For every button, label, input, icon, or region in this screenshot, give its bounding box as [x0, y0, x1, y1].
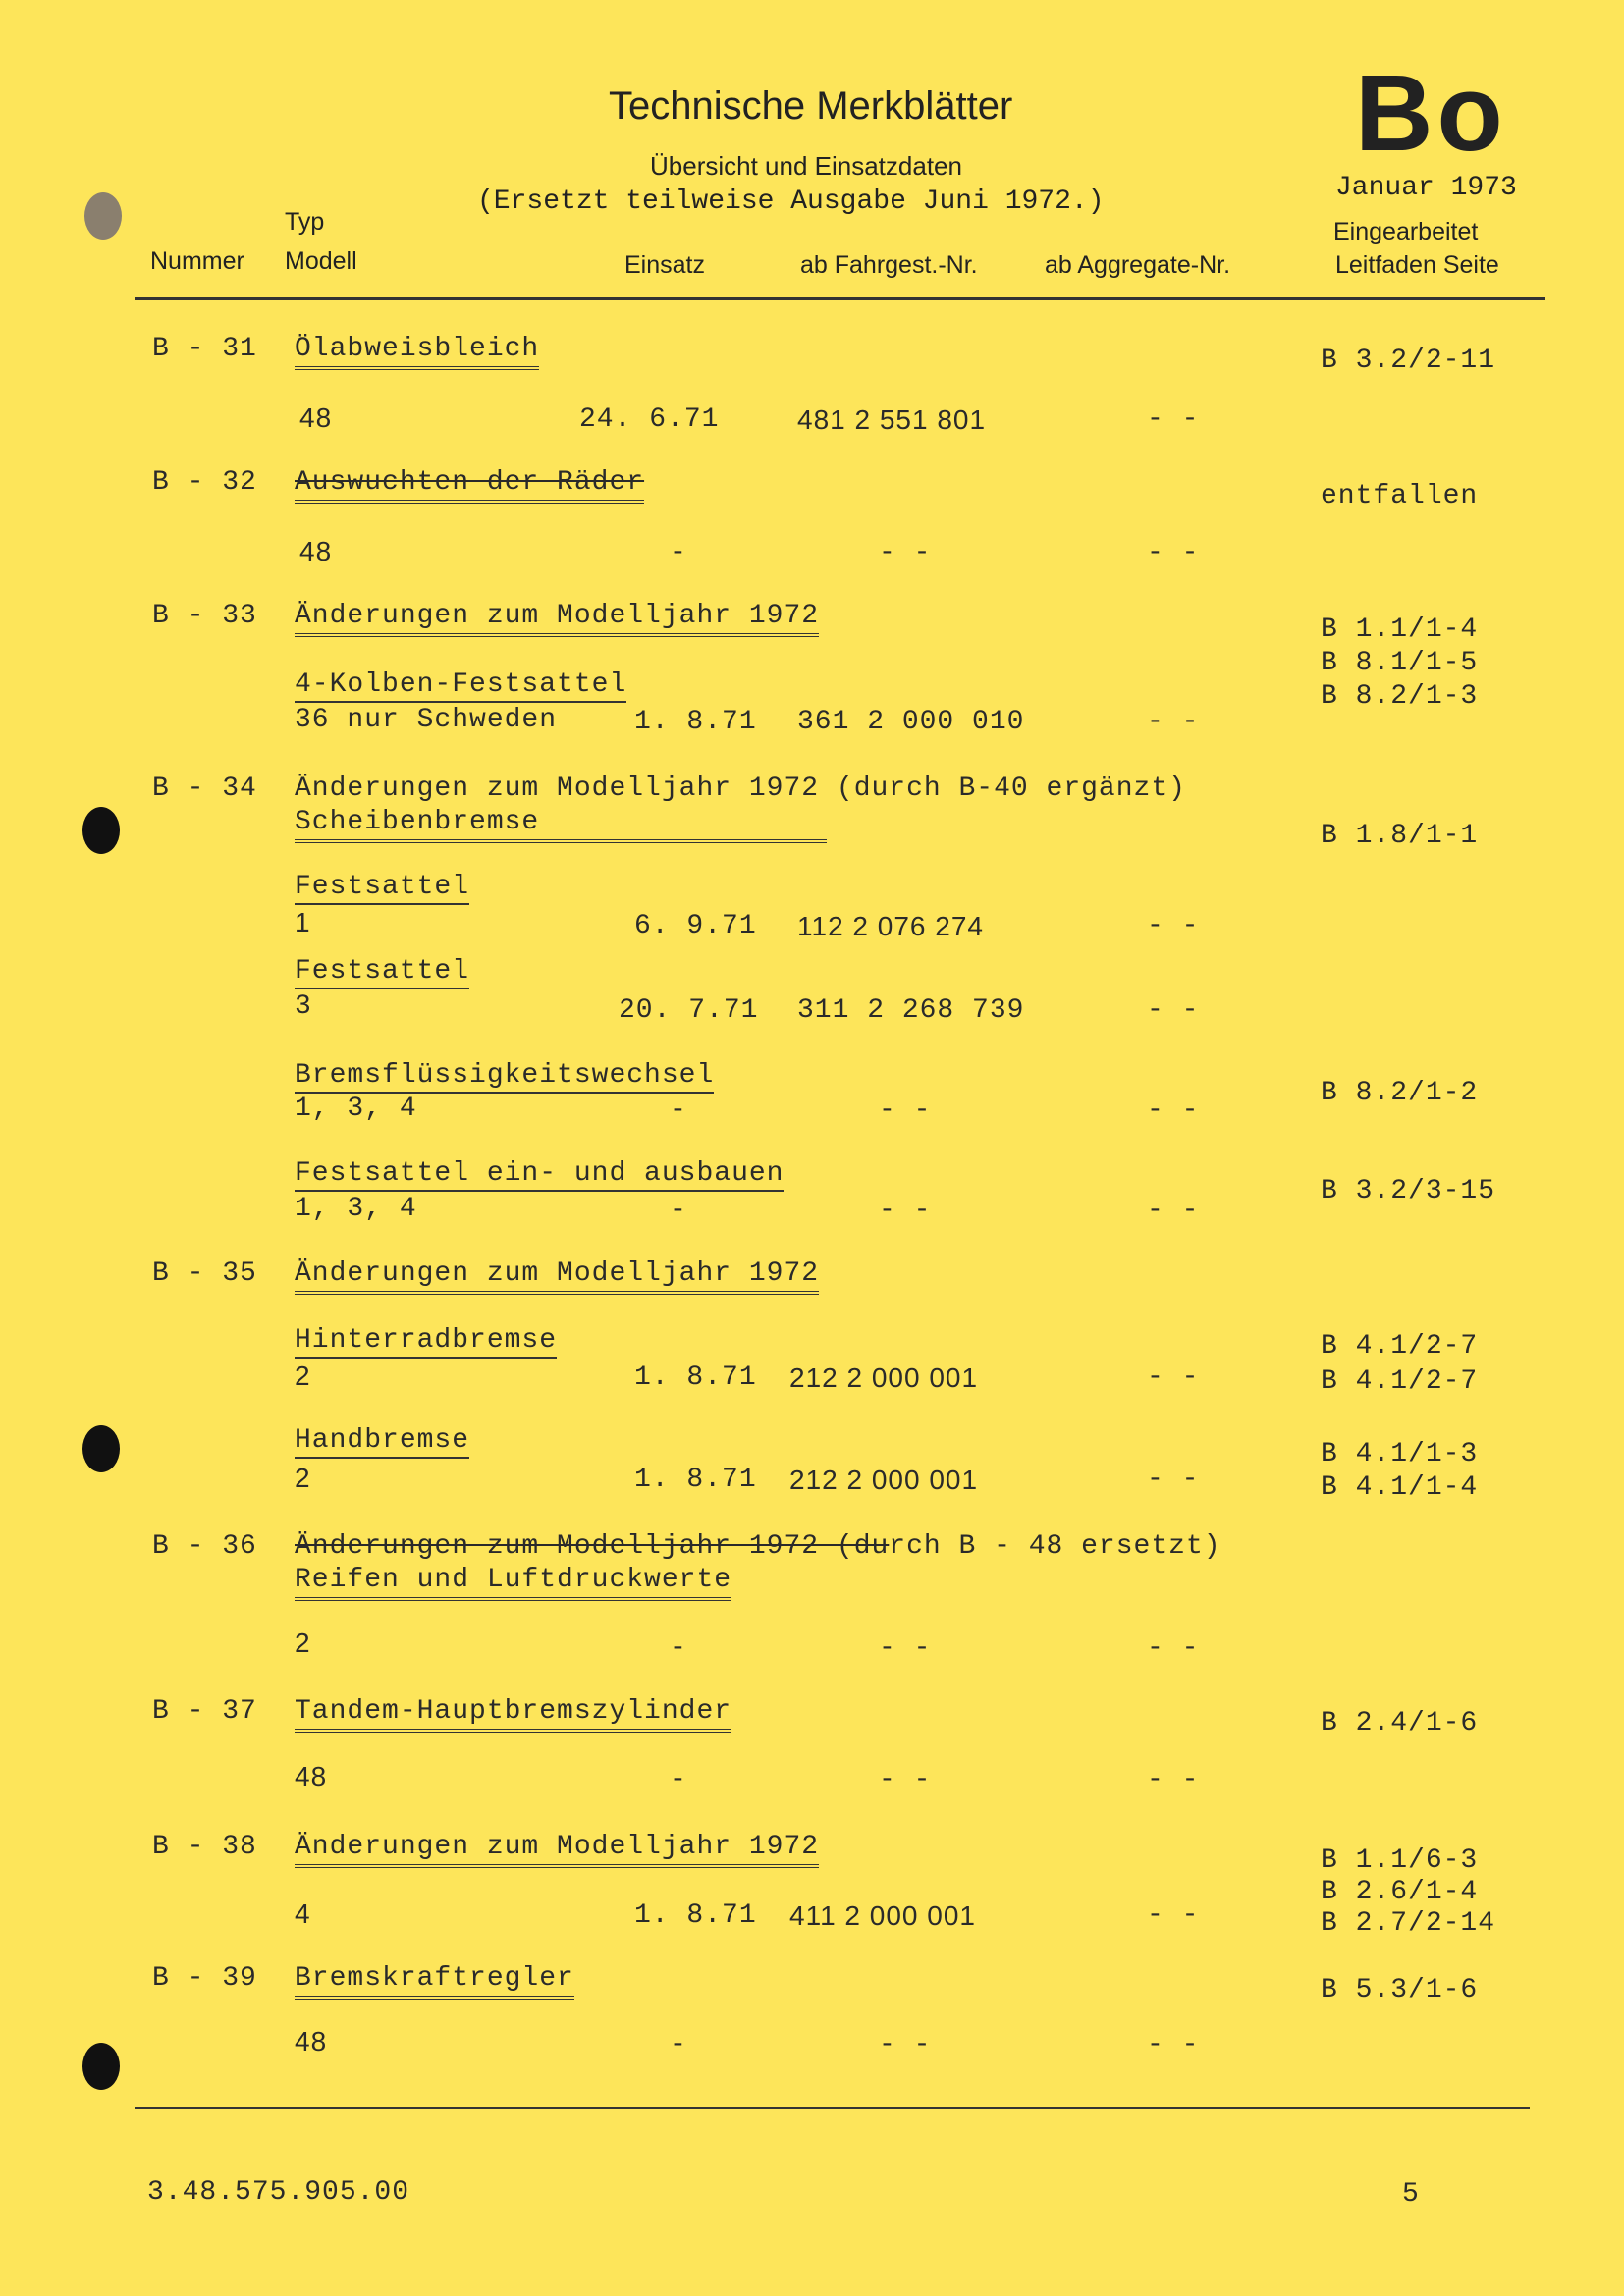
punch-hole [84, 192, 122, 240]
entry-title: Änderungen zum Modelljahr 1972 [295, 1258, 819, 1295]
fahrgest-value: 112 2 076 274 [797, 911, 984, 941]
doc-date: Januar 1973 [1335, 173, 1517, 203]
leitfaden-ref: B 2.6/1-4 [1321, 1877, 1479, 1907]
aggregate-value: - - [1147, 404, 1200, 435]
leitfaden-ref: B 4.1/1-3 [1321, 1439, 1479, 1469]
aggregate-value: - - [1147, 911, 1200, 941]
col-leitfaden: Leitfaden Seite [1335, 251, 1499, 279]
leitfaden-ref: B 1.1/1-4 [1321, 614, 1479, 645]
fahrgest-value: - - [879, 1095, 932, 1126]
entry-subtitle: Festsattel [295, 956, 469, 989]
entry-subtitle: Hinterradbremse [295, 1325, 557, 1359]
entry-subtitle: Bremsflüssigkeitswechsel [295, 1060, 714, 1094]
typ-value: 3 [295, 991, 312, 1022]
aggregate-value: - - [1147, 1095, 1200, 1126]
entry-number: B - 35 [152, 1258, 257, 1289]
col-aggregate: ab Aggregate-Nr. [1045, 251, 1231, 279]
aggregate-value: - - [1147, 1900, 1200, 1931]
entry-title: Änderungen zum Modelljahr 1972 [295, 601, 819, 637]
entry-number: B - 38 [152, 1832, 257, 1862]
einsatz-value: - [670, 1095, 687, 1126]
einsatz-value: 20. 7.71 [619, 995, 759, 1026]
einsatz-value: 1. 8.71 [634, 1465, 757, 1495]
entry-subtitle: 4-Kolben-Festsattel [295, 669, 626, 703]
entry-title-rest: rch B - 48 ersetzt) [889, 1531, 1221, 1562]
entry-title-2: Scheibenbremse [295, 807, 827, 843]
typ-value: 1 [295, 907, 311, 937]
typ-value: 2 [295, 1628, 311, 1658]
leitfaden-ref: entfallen [1321, 481, 1479, 511]
leitfaden-ref: B 4.1/2-7 [1321, 1331, 1479, 1362]
doc-subtitle: Übersicht und Einsatzdaten [650, 151, 962, 181]
typ-value: 48 [299, 536, 333, 566]
typ-value: 1, 3, 4 [295, 1194, 417, 1224]
aggregate-value: - - [1147, 1362, 1200, 1393]
col-nummer: Nummer [150, 247, 244, 275]
entry-title: Bremskraftregler [295, 1963, 574, 2000]
leitfaden-ref: B 4.1/2-7 [1321, 1366, 1479, 1397]
entry-title-struck: Änderungen zum Modelljahr 1972 (du [295, 1531, 890, 1562]
entry-title: Änderungen zum Modelljahr 1972 [295, 1832, 819, 1868]
aggregate-value: - - [1147, 707, 1200, 737]
leitfaden-ref: B 4.1/1-4 [1321, 1472, 1479, 1503]
aggregate-value: - - [1147, 1465, 1200, 1495]
doc-title: Technische Merkblätter [609, 84, 1013, 128]
typ-value: 48 [299, 402, 333, 433]
fahrgest-value: 361 2 000 010 [797, 707, 1025, 737]
aggregate-value: - - [1147, 1765, 1200, 1795]
einsatz-value: - [670, 2030, 687, 2060]
punch-hole [82, 807, 120, 854]
entry-number: B - 33 [152, 601, 257, 631]
typ-value: 48 [295, 2026, 328, 2056]
einsatz-value: - [670, 538, 687, 568]
einsatz-value: 1. 8.71 [634, 707, 757, 737]
col-eingearbeitet: Eingearbeitet [1333, 218, 1479, 245]
aggregate-value: - - [1147, 2030, 1200, 2060]
col-typ: Typ [285, 208, 325, 236]
punch-hole [82, 1425, 120, 1472]
doc-replaces-note: (Ersetzt teilweise Ausgabe Juni 1972.) [477, 187, 1105, 217]
leitfaden-ref: B 3.2/3-15 [1321, 1176, 1496, 1206]
einsatz-value: 24. 6.71 [579, 404, 720, 435]
fahrgest-value: 212 2 000 001 [789, 1362, 979, 1393]
einsatz-value: 6. 9.71 [634, 911, 757, 941]
typ-value: 1, 3, 4 [295, 1094, 417, 1124]
fahrgest-value: - - [879, 1633, 932, 1664]
leitfaden-ref: B 8.2/1-3 [1321, 681, 1479, 712]
einsatz-value: 1. 8.71 [634, 1900, 757, 1931]
document-code: 3.48.575.905.00 [147, 2177, 410, 2208]
entry-title: Tandem-Hauptbremszylinder [295, 1696, 731, 1733]
entry-title [295, 1531, 1221, 1562]
leitfaden-ref: B 8.2/1-2 [1321, 1078, 1479, 1108]
leitfaden-ref: B 2.7/2-14 [1321, 1908, 1496, 1939]
typ-value: 4 [295, 1898, 311, 1929]
fahrgest-value: - - [879, 1765, 932, 1795]
aggregate-value: - - [1147, 1633, 1200, 1664]
fahrgest-value: - - [879, 2030, 932, 2060]
entry-title: Änderungen zum Modelljahr 1972 (durch B-40 ergänzt) [295, 774, 1186, 804]
einsatz-value: - [670, 1765, 687, 1795]
leitfaden-ref: B 2.4/1-6 [1321, 1708, 1479, 1738]
col-fahrgest: ab Fahrgest.-Nr. [800, 251, 978, 279]
leitfaden-ref: B 1.8/1-1 [1321, 821, 1479, 851]
fahrgest-value: 481 2 551 801 [797, 404, 987, 435]
entry-title-2: Reifen und Luftdruckwerte [295, 1565, 731, 1601]
entry-number: B - 34 [152, 774, 257, 804]
entry-title: Auswuchten der Räder [295, 467, 644, 504]
col-modell: Modell [285, 247, 357, 275]
entry-number: B - 36 [152, 1531, 257, 1562]
entry-number: B - 39 [152, 1963, 257, 1994]
entry-subtitle: Handbremse [295, 1425, 469, 1459]
aggregate-value: - - [1147, 995, 1200, 1026]
section-code: Bo [1355, 53, 1507, 174]
aggregate-value: - - [1147, 538, 1200, 568]
page-number: 5 [1402, 2179, 1420, 2210]
col-einsatz: Einsatz [624, 251, 705, 279]
leitfaden-ref: B 5.3/1-6 [1321, 1975, 1479, 2005]
einsatz-value: - [670, 1196, 687, 1226]
fahrgest-value: - - [879, 1196, 932, 1226]
punch-hole [82, 2043, 120, 2090]
typ-value: 36 nur Schweden [295, 705, 558, 735]
entry-number: B - 31 [152, 334, 257, 364]
leitfaden-ref: B 3.2/2-11 [1321, 346, 1496, 376]
entry-subtitle: Festsattel ein- und ausbauen [295, 1158, 784, 1192]
entry-subtitle: Festsattel [295, 872, 469, 905]
fahrgest-value: 212 2 000 001 [789, 1465, 979, 1495]
typ-value: 48 [295, 1761, 328, 1791]
entry-number: B - 32 [152, 467, 257, 498]
fahrgest-value: 411 2 000 001 [789, 1900, 976, 1931]
fahrgest-value: - - [879, 538, 932, 568]
aggregate-value: - - [1147, 1196, 1200, 1226]
typ-value: 2 [295, 1361, 311, 1391]
footer-rule [135, 2107, 1530, 2109]
fahrgest-value: 311 2 268 739 [797, 995, 1025, 1026]
leitfaden-ref: B 8.1/1-5 [1321, 648, 1479, 678]
entry-title: Ölabweisbleich [295, 334, 539, 370]
header-rule [135, 297, 1545, 300]
entry-number: B - 37 [152, 1696, 257, 1727]
typ-value: 2 [295, 1463, 311, 1493]
einsatz-value: 1. 8.71 [634, 1362, 757, 1393]
einsatz-value: - [670, 1633, 687, 1664]
leitfaden-ref: B 1.1/6-3 [1321, 1845, 1479, 1876]
